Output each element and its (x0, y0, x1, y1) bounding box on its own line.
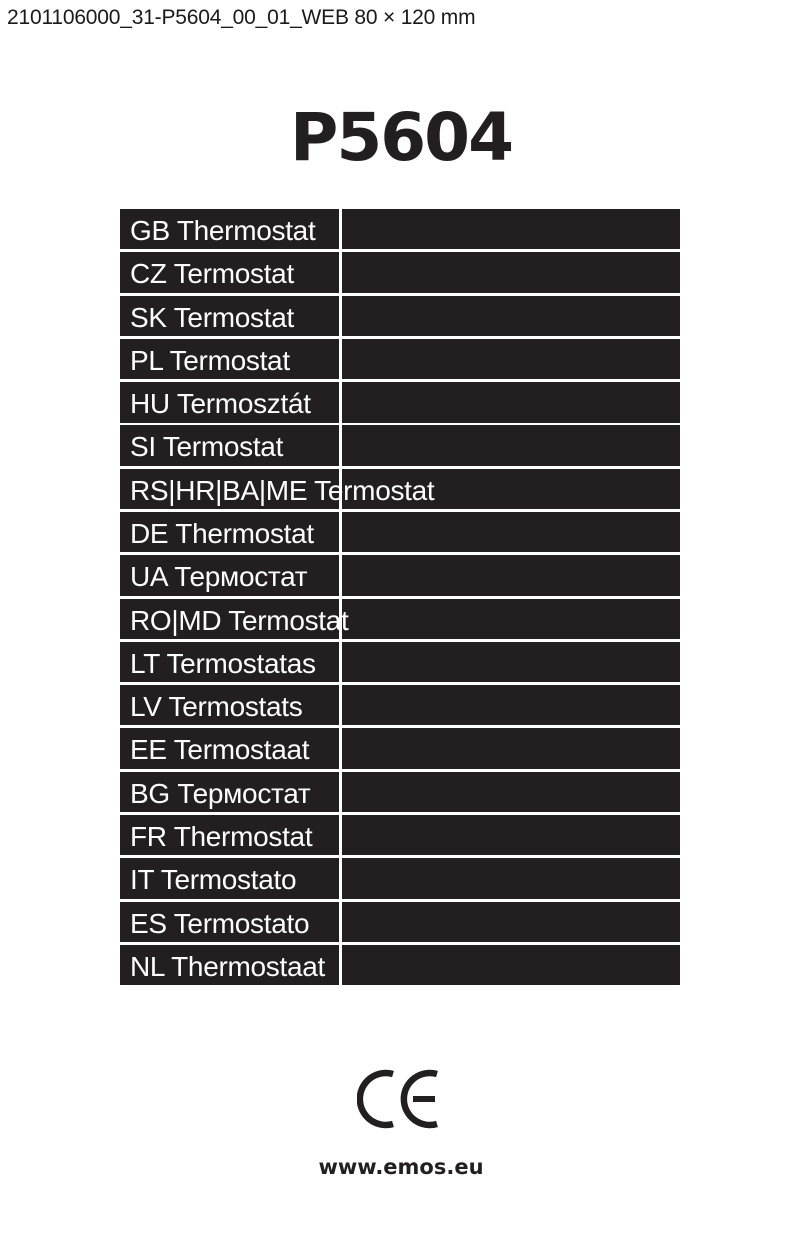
language-row (120, 815, 680, 855)
translation-cell (342, 252, 680, 292)
language-label: PL Termostat (130, 344, 290, 376)
language-label: NL Thermostaat (130, 950, 325, 982)
language-row (120, 685, 680, 725)
translation-cell (342, 382, 680, 422)
language-row (120, 728, 680, 768)
translation-cell (342, 599, 680, 639)
translation-cell (342, 425, 680, 465)
language-row (120, 945, 680, 985)
language-label: RO|MD Termostat (130, 604, 349, 636)
language-row (120, 642, 680, 682)
language-label: CZ Termostat (130, 258, 294, 290)
language-label: LV Termostats (130, 691, 303, 723)
language-table (120, 209, 680, 985)
website-url: www.emos.eu (318, 1155, 484, 1179)
language-label: ES Termostato (130, 907, 310, 939)
model-title: P5604 (289, 99, 513, 176)
language-row (120, 425, 680, 465)
language-row (120, 296, 680, 336)
translation-cell (342, 642, 680, 682)
translation-cell (342, 815, 680, 855)
translation-cell (342, 555, 680, 595)
translation-cell (342, 728, 680, 768)
translation-cell (342, 685, 680, 725)
language-label: IT Termostato (130, 864, 297, 896)
language-label: RS|HR|BA|ME Termostat (130, 474, 435, 506)
translation-cell (342, 858, 680, 898)
language-label: BG Термостат (130, 777, 311, 809)
translation-cell (342, 209, 680, 249)
language-row (120, 339, 680, 379)
language-row (120, 512, 680, 552)
language-row (120, 555, 680, 595)
language-row (120, 469, 680, 509)
translation-cell (342, 296, 680, 336)
language-label: HU Termosztát (130, 388, 311, 420)
file-label: 2101106000_31-P5604_00_01_WEB 80 × 120 mm (7, 6, 476, 29)
language-label: GB Thermostat (130, 215, 316, 246)
language-row (120, 382, 680, 422)
language-label: FR Thermostat (130, 820, 313, 852)
ce-mark-icon (357, 1068, 443, 1130)
language-row (120, 209, 680, 249)
translation-cell (342, 512, 680, 552)
language-row (120, 902, 680, 942)
language-row (120, 252, 680, 292)
language-row (120, 599, 680, 639)
language-label: DE Thermostat (130, 517, 314, 549)
translation-cell (342, 339, 680, 379)
language-label: SI Termostat (130, 431, 284, 463)
translation-cell (342, 945, 680, 985)
language-row (120, 772, 680, 812)
language-label: SK Termostat (130, 301, 294, 333)
language-label: UA Термостат (130, 561, 308, 593)
language-label: LT Termostatas (130, 647, 316, 679)
translation-cell (342, 772, 680, 812)
language-row (120, 858, 680, 898)
translation-cell (342, 902, 680, 942)
language-label: EE Termostaat (130, 734, 310, 766)
